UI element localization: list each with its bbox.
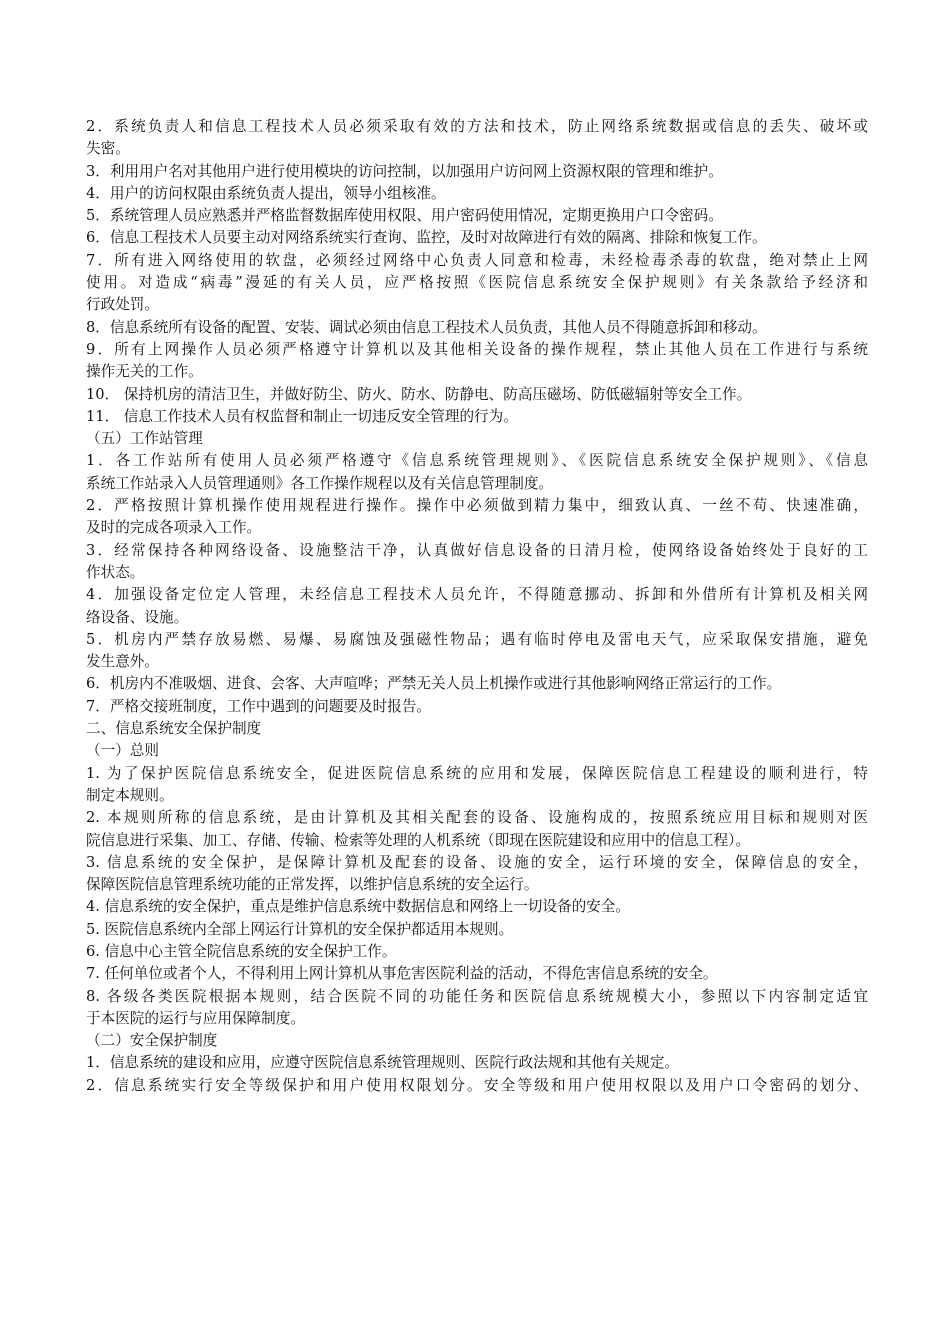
text-line: 1. 为了保护医院信息系统安全，促进医院信息系统的应用和发展，保障医院信息工程建设的顺利进行，特	[86, 764, 868, 782]
text-line: 3．经常保持各种网络设备、设施整洁干净，认真做好信息设备的日清月检，使网络设备始终处于良好的工	[86, 541, 868, 559]
text-line: 络设备、设施。	[86, 608, 189, 626]
text-line: 1．各工作站所有使用人员必须严格遵守《信息系统管理规则》、《医院信息系统安全保护规则》、《信息	[86, 452, 868, 470]
document-page	[86, 116, 868, 1097]
text-line: 4. 信息系统的安全保护，重点是维护信息系统中数据信息和网络上一切设备的安全。	[86, 898, 630, 916]
text-line: 系统工作站录入人员管理通则》各工作操作规程以及有关信息管理制度。	[86, 474, 554, 492]
text-line: 9．所有上网操作人员必须严格遵守计算机以及其他相关设备的操作规程，禁止其他人员在工作进行与系统	[86, 340, 868, 358]
text-line: 7．严格交接班制度，工作中遇到的问题要及时报告。	[86, 697, 431, 715]
section-heading: （二）安全保护制度	[86, 1032, 218, 1050]
section-heading: （一）总则	[86, 742, 159, 760]
text-line: 及时的完成各项录入工作。	[86, 519, 262, 537]
text-line: 2. 本规则所称的信息系统，是由计算机及其相关配套的设备、设施构成的，按照系统应用目标和规则对医	[86, 809, 868, 827]
text-line: 8．信息系统所有设备的配置、安装、调试必须由信息工程技术人员负责，其他人员不得随意拆卸和移动。	[86, 318, 767, 336]
text-line: 制定本规则。	[86, 786, 174, 804]
text-line: 6. 信息中心主管全院信息系统的安全保护工作。	[86, 942, 397, 960]
text-line: 6．信息工程技术人员要主动对网络系统实行查询、监控，及时对故障进行有效的隔离、排除和恢复工作。	[86, 229, 767, 247]
text-line: 5. 医院信息系统内全部上网运行计算机的安全保护都适用本规则。	[86, 920, 514, 938]
text-line: 于本医院的运行与应用保障制度。	[86, 1009, 305, 1027]
text-line: 8. 各级各类医院根据本规则，结合医院不同的功能任务和医院信息系统规模大小，参照以下内容制定适宜	[86, 987, 868, 1005]
text-line: 5．系统管理人员应熟悉并严格监督数据库使用权限、用户密码使用情况，定期更换用户口令密码。	[86, 207, 723, 225]
text-line: 6．机房内不准吸烟、进食、会客、大声喧哗；严禁无关人员上机操作或进行其他影响网络正常运行的工作。	[86, 675, 782, 693]
text-line: 操作无关的工作。	[86, 363, 203, 381]
text-line: 1．信息系统的建设和应用，应遵守医院信息系统管理规则、医院行政法规和其他有关规定。	[86, 1054, 680, 1072]
text-line: 7. 任何单位或者个人，不得利用上网计算机从事危害医院利益的活动，不得危害信息系统的安全。	[86, 965, 718, 983]
text-line: 行政处罚。	[86, 296, 159, 314]
text-line: 4．加强设备定位定人管理，未经信息工程技术人员允许，不得随意挪动、拆卸和外借所有计算机及相关网	[86, 586, 868, 604]
text-line: 11． 信息工作技术人员有权监督和制止一切违反安全管理的行为。	[86, 407, 518, 425]
text-line: 失密。	[86, 140, 130, 158]
text-line: 作状态。	[86, 563, 145, 581]
text-line: 7．所有进入网络使用的软盘，必须经过网络中心负责人同意和检毒，未经检毒杀毒的软盘，绝对禁止上网	[86, 251, 868, 269]
text-line: 2．系统负责人和信息工程技术人员必须采取有效的方法和技术，防止网络系统数据或信息的丢失、破坏或	[86, 118, 868, 135]
chapter-heading: 二、信息系统安全保护制度	[86, 720, 262, 738]
text-line: 发生意外。	[86, 653, 159, 671]
text-line: 2．严格按照计算机操作使用规程进行操作。操作中必须做到精力集中，细致认真、一丝不苟、快速准确，	[86, 497, 868, 515]
section-heading: （五）工作站管理	[86, 430, 203, 448]
text-line: 4．用户的访问权限由系统负责人提出，领导小组核准。	[86, 184, 446, 202]
text-line: 3. 信息系统的安全保护，是保障计算机及配套的设备、设施的安全，运行环境的安全，保障信息的安全，	[86, 853, 868, 871]
text-line: 保障医院信息管理系统功能的正常发挥，以维护信息系统的安全运行。	[86, 876, 539, 894]
text-line: 10． 保持机房的清洁卫生，并做好防尘、防火、防水、防静电、防高压磁场、防低磁辐射等安全工作。	[86, 385, 752, 403]
text-line: 使用。对造成“病毒”漫延的有关人员，应严格按照《医院信息系统安全保护规则》有关条款给予经济和	[86, 274, 868, 292]
text-line: 3．利用用户名对其他用户进行使用模块的访问控制，以加强用户访问网上资源权限的管理和维护。	[86, 162, 723, 180]
text-line: 5．机房内严禁存放易燃、易爆、易腐蚀及强磁性物品；遇有临时停电及雷电天气，应采取保安措施，避免	[86, 630, 868, 648]
text-line: 2．信息系统实行安全等级保护和用户使用权限划分。安全等级和用户使用权限以及用户口令密码的划分、	[86, 1076, 868, 1094]
text-line: 院信息进行采集、加工、存储、传输、检索等处理的人机系统（即现在医院建设和应用中的信息工程）。	[86, 831, 751, 849]
